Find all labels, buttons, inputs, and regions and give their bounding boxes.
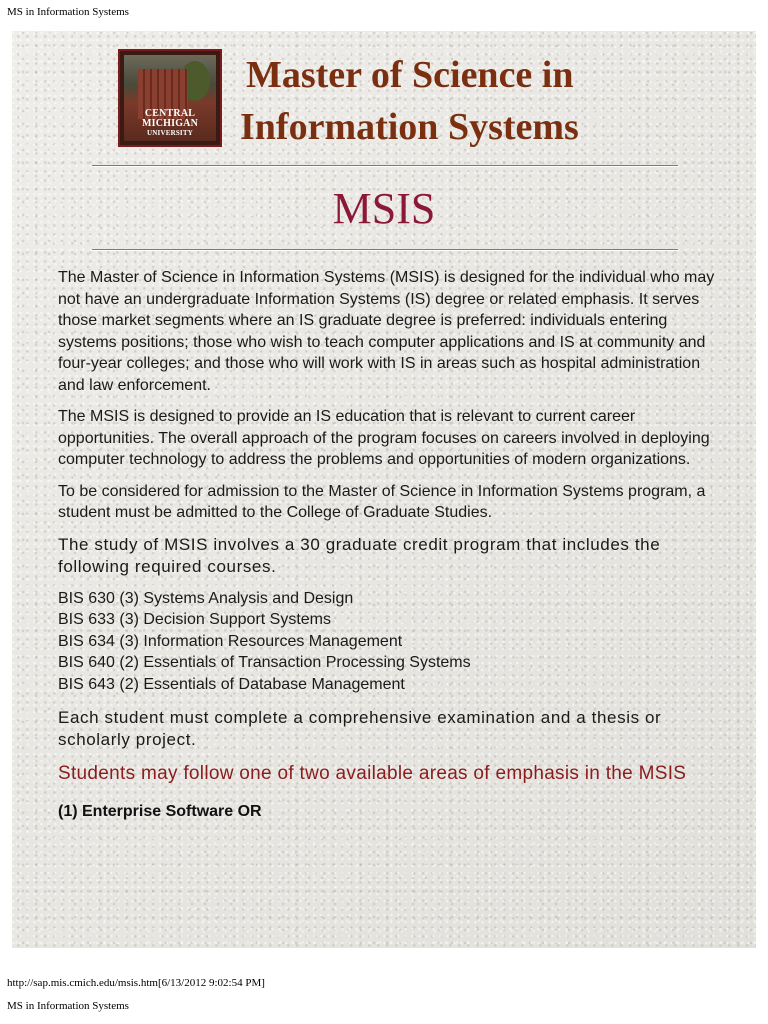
logo-line-3: UNIVERSITY xyxy=(147,129,193,137)
title-line-1: Master of Science in xyxy=(246,54,574,96)
admission-paragraph: To be considered for admission to the Master of Science in Information Systems program, a student must be admitted to the College of Graduate Studies. xyxy=(58,482,706,521)
page-panel xyxy=(12,31,756,948)
course-item: BIS 640 (2) Essentials of Transaction Processing Systems xyxy=(58,654,471,671)
print-header-next-page: MS in Information Systems xyxy=(7,1000,129,1012)
logo-wordmark xyxy=(124,109,216,137)
logo-line-2: MICHIGAN xyxy=(141,118,199,129)
intro-paragraph: The Master of Science in Information Systems (MSIS) is designed for the individual who may not have an undergraduate Information Systems (IS) degree or related emphasis. It serves those market segments where an IS graduate degree is preferred: individuals entering systems positions; those who wish to teach computer applications and IS at community and four-year colleges; and those who will work with IS in areas such as hospital administration and law enforcement. xyxy=(58,269,715,394)
course-item: BIS 634 (3) Information Resources Management xyxy=(58,632,403,650)
print-footer-url: http://sap.mis.cmich.edu/msis.htm[6/13/2012 9:02:54 PM] xyxy=(7,977,265,989)
logo-line-1: CENTRAL xyxy=(144,108,196,119)
page-title xyxy=(240,49,680,153)
divider-top xyxy=(92,165,678,167)
course-item: BIS 630 (3) Systems Analysis and Design xyxy=(58,589,354,607)
cmu-logo xyxy=(118,49,222,147)
course-item: BIS 633 (3) Decision Support Systems xyxy=(58,611,332,628)
title-line-2: Information Systems xyxy=(240,106,579,148)
page-header xyxy=(118,49,678,149)
print-header: MS in Information Systems xyxy=(7,6,129,18)
study-intro: The study of MSIS involves a 30 graduate credit program that includes the following required courses. xyxy=(58,534,661,576)
emphasis-option-1: (1) Enterprise Software OR xyxy=(58,803,262,820)
exam-paragraph: Each student must complete a comprehensive examination and a thesis or scholarly project. xyxy=(58,708,662,749)
course-item: BIS 643 (2) Essentials of Database Management xyxy=(58,675,405,693)
page-subtitle: MSIS xyxy=(332,184,436,233)
emphasis-heading: Students may follow one of two available areas of emphasis in the MSIS xyxy=(58,763,687,784)
approach-paragraph: The MSIS is designed to provide an IS education that is relevant to current career opportunities. The overall approach of the program focuses on careers involved in deploying computer technology to address the problems and opportunities of modern organizations. xyxy=(58,408,710,468)
course-list xyxy=(58,588,718,696)
logo-image xyxy=(124,55,216,141)
divider-bottom xyxy=(92,249,678,251)
main-content xyxy=(58,267,718,822)
